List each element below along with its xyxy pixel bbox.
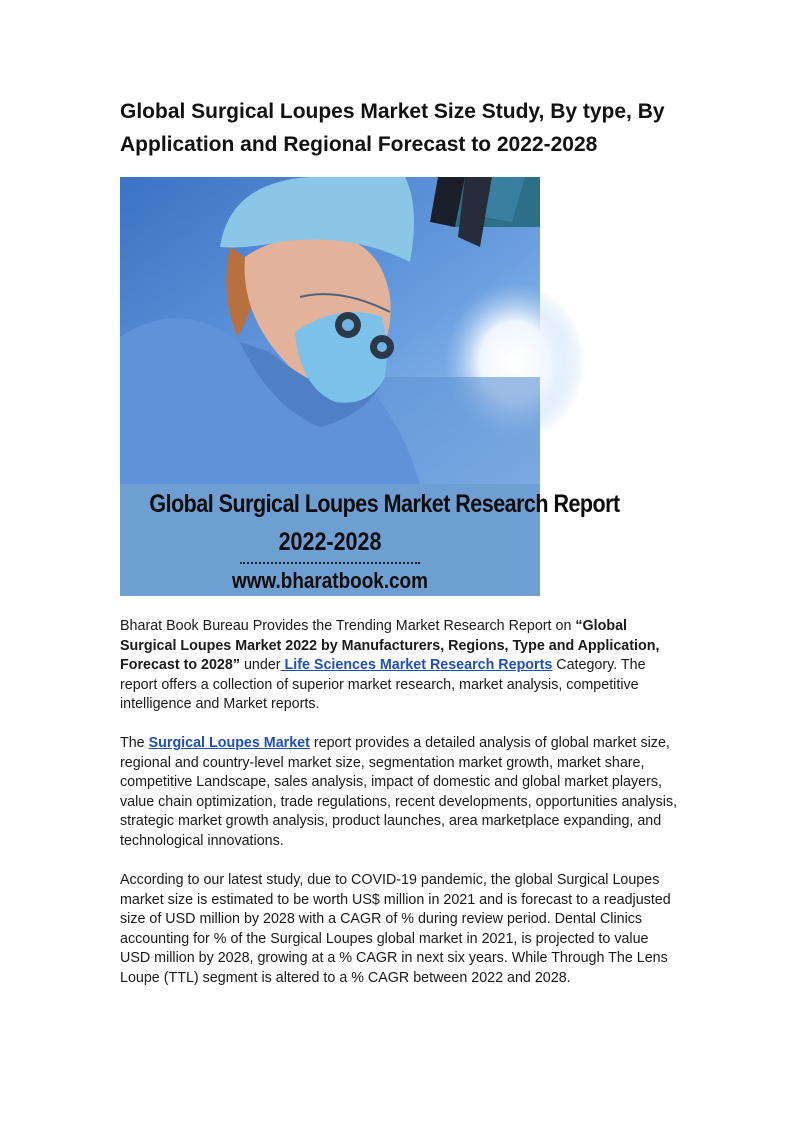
analysis-text-a: The: [120, 735, 149, 751]
intro-paragraph: [120, 617, 680, 715]
study-paragraph: According to our latest study, due to COVID-19 pandemic, the global Surgical Loupes market size is estimated to be worth US$ million in 2021 and is forecast to a readjusted size of USD million by 2028 with a CAGR of % during review period. Dental Clinics accounting for % of the Surgical Loupes global market in 2021, is projected to value USD million by 2028, growing at a % CAGR in next six years. While Through The Lens Loupe (TTL) segment is altered to a % CAGR between 2022 and 2028.: [120, 872, 671, 986]
analysis-text-b: report provides a detailed analysis of global market size, regional and country-level market size, segmentation market growth, market share, competitive Landscape, sales analysis, impact of domestic and global market players, value chain optimization, trade regulations, recent developments, opportunities analysis, strategic market growth analysis, product launches, area marketplace expanding, and technological innovations.: [120, 735, 678, 849]
report-banner: [120, 484, 620, 596]
intro-text-a: Bharat Book Bureau Provides the Trending Market Research Report on: [120, 618, 576, 634]
life-sciences-link[interactable]: Life Sciences Market Research Reports: [280, 657, 553, 673]
banner-years: 2022-2028: [278, 528, 382, 556]
report-title-bold: “Global Surgical Loupes Market 2022 by Manufacturers, Regions, Type and Application, Forecast to 2028”: [120, 618, 660, 673]
intro-text-c: Category. The report offers a collection of superior market research, market analysis, competitive intelligence and Market reports.: [120, 657, 646, 712]
banner-divider: [240, 562, 420, 564]
banner-title: Global Surgical Loupes Market Research Report: [149, 490, 620, 518]
analysis-paragraph: [120, 734, 680, 851]
page-title: Global Surgical Loupes Market Size Study, By type, By Application and Regional Forecast to 2022-2028: [120, 100, 665, 156]
surgical-loupes-market-link[interactable]: Surgical Loupes Market: [148, 735, 310, 751]
surgeon-photo: [120, 177, 540, 484]
intro-text-b: under: [240, 657, 281, 673]
hero-image: [120, 177, 620, 596]
banner-website: www.bharatbook.com: [232, 568, 428, 593]
